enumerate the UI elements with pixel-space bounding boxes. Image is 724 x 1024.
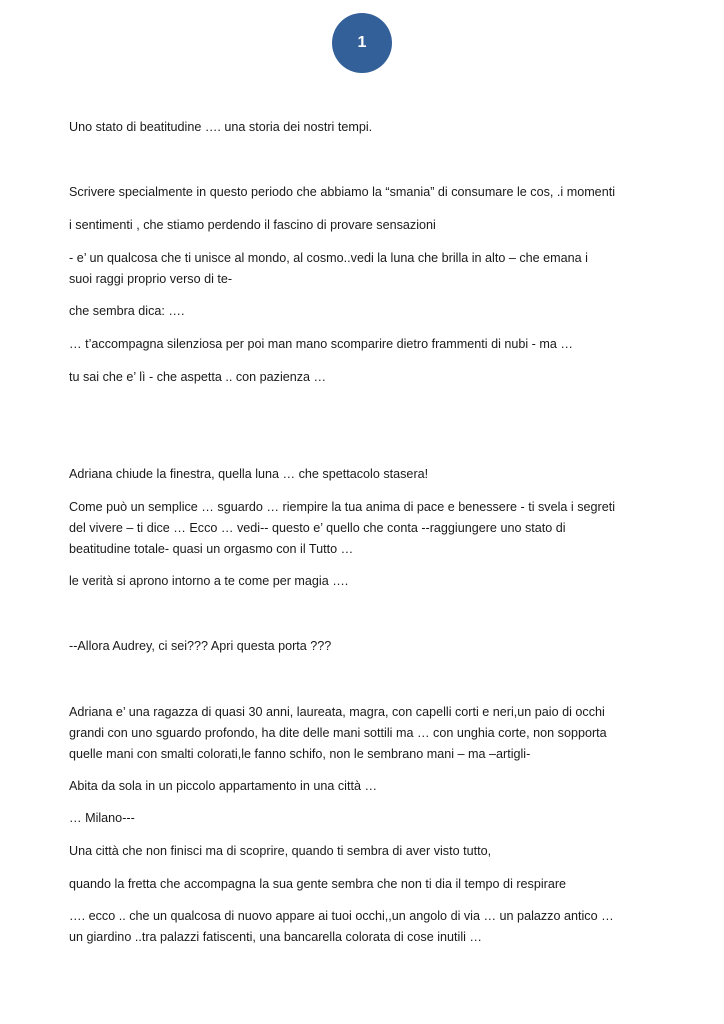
text-line: grandi con uno sguardo profondo, ha dite delle mani sottili ma … con unghia corte, non sopporta (69, 726, 607, 740)
text-line: … t’accompagna silenziosa per poi man mano scomparire dietro frammenti di nubi - ma … (69, 337, 573, 351)
text-line: beatitudine totale- quasi un orgasmo con il Tutto … (69, 542, 354, 556)
text-line: che sembra dica: …. (69, 304, 185, 318)
text-line: quando la fretta che accompagna la sua gente sembra che non ti dia il tempo di respirare (69, 877, 567, 891)
text-line: Uno stato di beatitudine …. una storia dei nostri tempi. (69, 120, 373, 134)
text-line: Come può un semplice … sguardo … riempire la tua anima di pace e benessere - ti svela i segreti (69, 500, 615, 514)
text-line: Adriana e’ una ragazza di quasi 30 anni, laureata, magra, con capelli corti e neri,un paio di occhi (69, 705, 605, 719)
text-line: suoi raggi proprio verso di te- (69, 272, 233, 286)
text-line: tu sai che e’ lì - che aspetta .. con pazienza … (69, 370, 327, 384)
text-line: i sentimenti , che stiamo perdendo il fascino di provare sensazioni (69, 218, 436, 232)
text-line: le verità si aprono intorno a te come per magia …. (69, 574, 349, 588)
page-number-badge: 1 (332, 13, 392, 73)
text-line: Abita da sola in un piccolo appartamento in una città … (69, 779, 378, 793)
text-line: un giardino ..tra palazzi fatiscenti, una bancarella colorata di cose inutili … (69, 930, 483, 944)
text-line: --Allora Audrey, ci sei??? Apri questa porta ??? (69, 639, 332, 653)
text-line: Una città che non finisci ma di scoprire, quando ti sembra di aver visto tutto, (69, 844, 492, 858)
text-line: del vivere – ti dice … Ecco … vedi-- questo e’ quello che conta --raggiungere uno stato di (69, 521, 566, 535)
text-line: Adriana chiude la finestra, quella luna … che spettacolo stasera! (69, 467, 429, 481)
text-line: - e’ un qualcosa che ti unisce al mondo, al cosmo..vedi la luna che brilla in alto – che emana i (69, 251, 588, 265)
text-line: Scrivere specialmente in questo periodo che abbiamo la “smania” di consumare le cos, .i momenti (69, 185, 615, 199)
text-line: quelle mani con smalti colorati,le fanno schifo, non le sembrano mani – ma –artigli- (69, 747, 531, 761)
text-line: …. ecco .. che un qualcosa di nuovo appare ai tuoi occhi,,un angolo di via … un palazzo antico … (69, 909, 614, 923)
text-line: … Milano--- (69, 811, 135, 825)
